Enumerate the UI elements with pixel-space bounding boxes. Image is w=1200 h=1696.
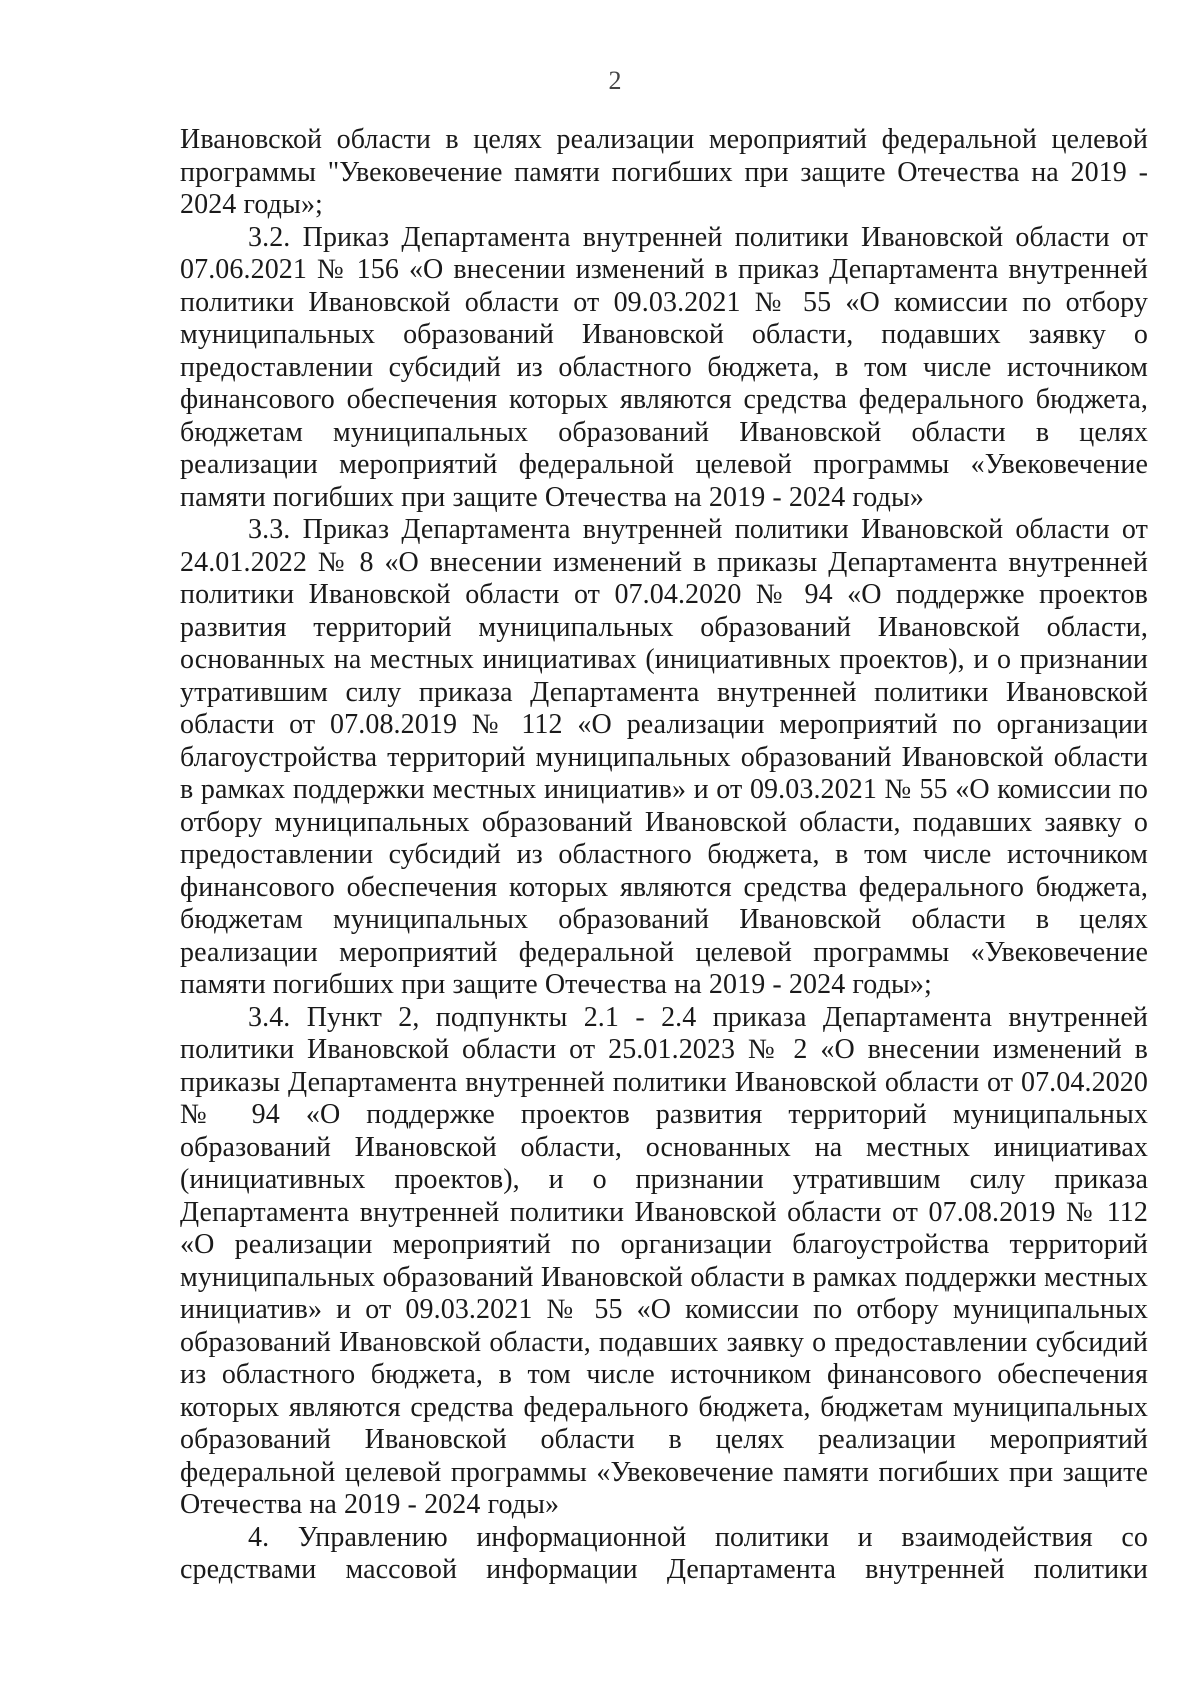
paragraph-item-3-3: 3.3. Приказ Департамента внутренней политики Ивановской области от 24.01.2022 № 8 «О внесении изменений в приказы Департамента внутренней политики Ивановской области от 07.04.2020 № 94 «О поддержке проектов развития территорий муниципальных образований Ивановской области, основанных на местных инициативах (инициативных проектов), и о признании утратившим силу приказа Департамента внутренней политики Ивановской области от 07.08.2019 № 112 «О реализации мероприятий по организации благоустройства территорий муниципальных образований Ивановской области в рамках поддержки местных инициатив» и от 09.03.2021 № 55 «О комиссии по отбору муниципальных образований Ивановской области, подавших заявку о предоставлении субсидий из областного бюджета, в том числе источником финансового обеспечения которых являются средства федерального бюджета, бюджетам муниципальных образований Ивановской области в целях реализации мероприятий федеральной целевой программы «Увековечение памяти погибших при защите Отечества на 2019 - 2024 годы»;	[180, 514, 1148, 1000]
page-number: 2	[608, 66, 622, 95]
paragraph-item-4: 4. Управлению информационной политики и взаимодействия со средствами массовой информации Департамента внутренней политики	[180, 1521, 1148, 1585]
document-body	[180, 124, 1148, 1587]
paragraph-item-3-2: 3.2. Приказ Департамента внутренней политики Ивановской области от 07.06.2021 № 156 «О внесении изменений в приказ Департамента внутренней политики Ивановской области от 09.03.2021 № 55 «О комиссии по отбору муниципальных образований Ивановской области, подавших заявку о предоставлении субсидий из областного бюджета, в том числе источником финансового обеспечения которых являются средства федерального бюджета, бюджетам муниципальных образований Ивановской области в целях реализации мероприятий федеральной целевой программы «Увековечение памяти погибших при защите Отечества на 2019 - 2024 годы»	[180, 221, 1148, 513]
paragraph-item-3-4: 3.4. Пункт 2, подпункты 2.1 - 2.4 приказа Департамента внутренней политики Ивановской области от 25.01.2023 № 2 «О внесении изменений в приказы Департамента внутренней политики Ивановской области от 07.04.2020 № 94 «О поддержке проектов развития территорий муниципальных образований Ивановской области, основанных на местных инициативах (инициативных проектов), и о признании утратившим силу приказа Департамента внутренней политики Ивановской области от 07.08.2019 № 112 «О реализации мероприятий по организации благоустройства территорий муниципальных образований Ивановской области в рамках поддержки местных инициатив» и от 09.03.2021 № 55 «О комиссии по отбору муниципальных образований Ивановской области, подавших заявку о предоставлении субсидий из областного бюджета, в том числе источником финансового обеспечения которых являются средства федерального бюджета, бюджетам муниципальных образований Ивановской области в целях реализации мероприятий федеральной целевой программы «Увековечение памяти погибших при защите Отечества на 2019 - 2024 годы»	[180, 1001, 1148, 1520]
paragraph-continuation: Ивановской области в целях реализации мероприятий федеральной целевой программы "Увековечение памяти погибших при защите Отечества на 2019 - 2024 годы»;	[180, 124, 1148, 220]
